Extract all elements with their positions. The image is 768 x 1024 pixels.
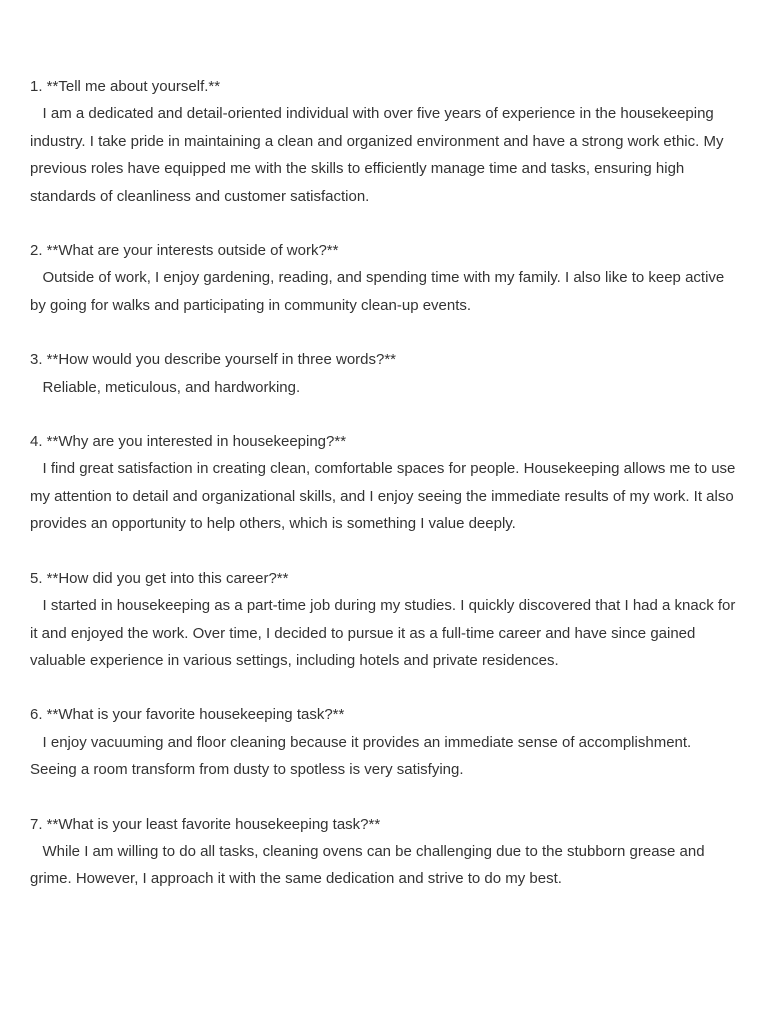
answer-text: I find great satisfaction in creating clean, comfortable spaces for people. Housekeeping allows me to use my attention to detail and organizational skills, and I enjoy seeing the immediate results of my work. It also provides an opportunity to help others, which is something I value deeply. (30, 460, 740, 533)
answer-text: I am a dedicated and detail-oriented individual with over five years of experience in the housekeeping industry. I take pride in maintaining a clean and organized environment and have a strong work ethic. My previous roles have equipped me with the skills to efficiently manage time and tasks, ensuring high standards of cleanliness and customer satisfaction. (30, 105, 728, 205)
answer-text: Reliable, meticulous, and hardworking. (30, 378, 301, 396)
qa-item-1 (30, 73, 738, 210)
qa-item-2 (30, 237, 738, 319)
qa-item-4 (30, 428, 738, 538)
qa-item-7 (30, 811, 738, 893)
question-text: 1. **Tell me about yourself.** (30, 78, 221, 95)
qa-item-6 (30, 701, 738, 783)
qa-item-5 (30, 565, 738, 675)
answer-text: Outside of work, I enjoy gardening, reading, and spending time with my family. I also like to keep active by going for walks and participating in community clean-up events. (30, 269, 729, 314)
question-text: 4. **Why are you interested in housekeeping?** (30, 433, 347, 451)
question-text: 7. **What is your least favorite housekeeping task?** (30, 815, 381, 833)
answer-text: I enjoy vacuuming and floor cleaning because it provides an immediate sense of accomplishment. Seeing a room transform from dusty to spotless is very satisfying. (30, 733, 696, 779)
qa-item-3 (30, 346, 738, 401)
question-text: 5. **How did you get into this career?** (30, 569, 289, 587)
answer-text: I started in housekeeping as a part-time job during my studies. I quickly discovered that I had a knack for it and enjoyed the work. Over time, I decided to pursue it as a full-time career and have since gained valuable experience in various settings, including hotels and private residences. (30, 597, 740, 669)
question-text: 6. **What is your favorite housekeeping task?** (30, 706, 345, 724)
answer-text: While I am willing to do all tasks, cleaning ovens can be challenging due to the stubborn grease and grime. However, I approach it with the same dedication and strive to do my best. (30, 842, 709, 888)
question-text: 2. **What are your interests outside of work?** (30, 242, 339, 260)
question-text: 3. **How would you describe yourself in three words?** (30, 351, 397, 369)
